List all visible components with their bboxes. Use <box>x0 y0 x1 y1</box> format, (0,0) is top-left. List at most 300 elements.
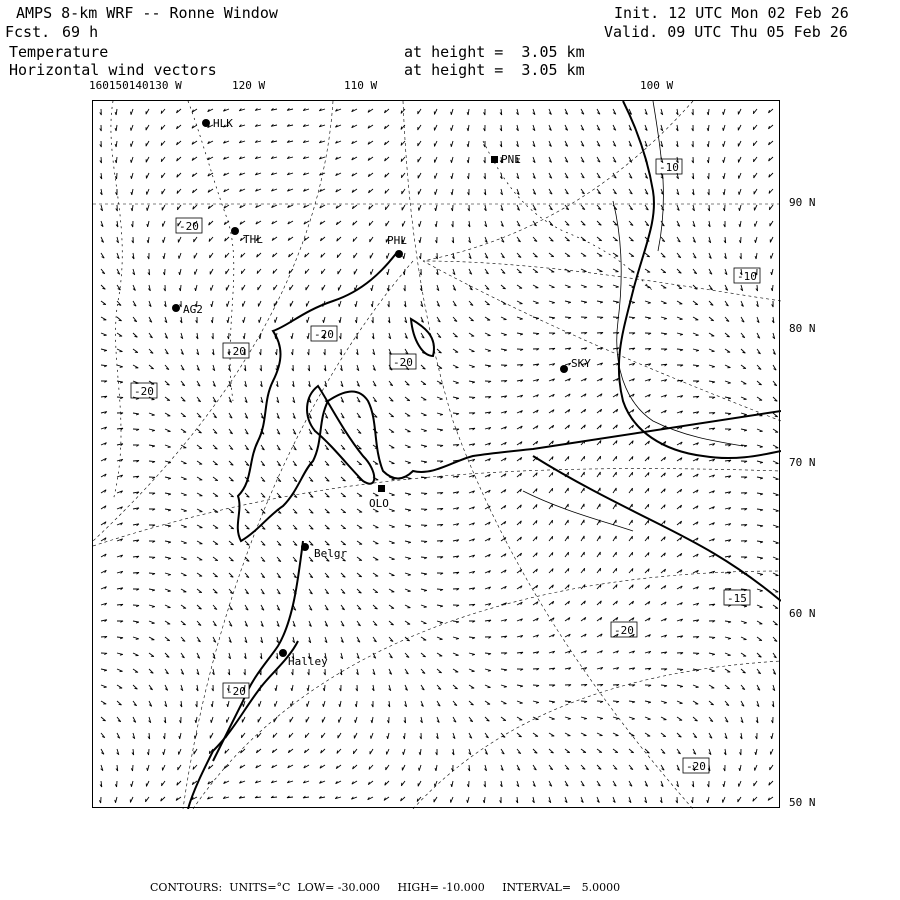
wind-arrow <box>741 669 746 673</box>
wind-arrow <box>757 525 763 527</box>
wind-arrow <box>336 157 341 159</box>
wind-arrow <box>581 189 585 194</box>
wind-arrow <box>740 733 742 739</box>
wind-arrow <box>453 653 459 656</box>
wind-arrow <box>277 461 281 466</box>
wind-arrow <box>437 429 443 431</box>
wind-arrow <box>485 701 490 704</box>
wind-arrow <box>581 333 587 335</box>
wind-arrow <box>533 618 538 621</box>
wind-arrow <box>277 605 280 610</box>
wind-arrow <box>661 333 667 335</box>
wind-arrow <box>421 701 423 706</box>
wind-arrow <box>337 749 341 753</box>
wind-arrow <box>724 221 725 227</box>
wind-arrow <box>197 381 200 386</box>
wind-arrow <box>549 797 551 803</box>
wind-arrow <box>485 349 491 351</box>
wind-arrow <box>389 445 394 448</box>
wind-arrow <box>418 109 421 114</box>
wind-arrow <box>629 568 633 573</box>
station-name: SKY <box>571 357 591 370</box>
wind-arrow <box>629 237 633 241</box>
wind-arrow <box>101 427 107 429</box>
wind-arrow <box>229 477 233 481</box>
wind-arrow <box>770 221 773 226</box>
wind-arrow <box>533 237 537 241</box>
wind-arrow <box>533 189 536 194</box>
wind-arrow <box>549 125 551 131</box>
station-marker[interactable] <box>387 234 407 258</box>
wind-arrow <box>277 445 280 450</box>
wind-arrow <box>756 285 758 291</box>
wind-arrow <box>357 557 362 560</box>
wind-arrow <box>133 301 136 306</box>
wind-arrow <box>336 765 341 769</box>
wind-arrow <box>565 618 570 621</box>
stations <box>172 117 591 668</box>
wind-arrow <box>178 749 181 755</box>
wind-arrow <box>389 685 391 691</box>
wind-arrow <box>773 573 778 576</box>
wind-arrow <box>373 541 378 544</box>
wind-arrow <box>341 413 344 418</box>
wind-arrow <box>291 669 293 675</box>
wind-arrow <box>565 348 571 350</box>
wind-arrow <box>373 669 375 675</box>
wind-arrow <box>245 493 249 497</box>
wind-arrow <box>291 685 293 691</box>
wind-arrow <box>192 141 197 144</box>
wind-arrow <box>384 125 389 129</box>
wind-arrow <box>501 669 507 671</box>
wind-arrow <box>709 491 715 493</box>
wind-arrow <box>661 749 665 753</box>
wind-arrow <box>645 285 650 288</box>
wind-arrow <box>485 365 491 367</box>
wind-arrow <box>757 701 759 707</box>
wind-arrow <box>565 394 570 397</box>
station-marker[interactable] <box>369 485 389 510</box>
station-name: AG2 <box>183 303 203 316</box>
wind-arrow <box>197 573 202 576</box>
wind-arrow <box>613 141 616 146</box>
wind-arrow <box>452 237 454 243</box>
wind-arrow <box>197 509 202 512</box>
wind-arrow <box>677 537 682 541</box>
station-dot <box>231 227 239 235</box>
wind-arrow <box>149 525 155 526</box>
wind-arrow <box>723 125 725 131</box>
wind-arrow <box>197 605 201 609</box>
ice-rise-outline <box>307 386 374 484</box>
wind-arrow <box>403 749 405 755</box>
wind-arrow <box>223 157 229 159</box>
wind-arrow <box>437 445 443 447</box>
station-name: Halley <box>288 655 328 668</box>
wind-arrow <box>645 317 651 319</box>
wind-arrow <box>533 504 537 509</box>
wind-arrow <box>227 333 229 339</box>
wind-arrow <box>661 701 667 703</box>
station-marker[interactable] <box>301 543 347 560</box>
wind-arrow <box>372 685 374 691</box>
wind-arrow <box>645 781 648 786</box>
wind-arrow <box>485 669 491 671</box>
wind-arrow <box>418 189 421 194</box>
wind-arrow <box>723 141 725 147</box>
wind-arrow <box>709 381 715 383</box>
wind-arrow <box>581 585 585 589</box>
wind-arrow <box>469 539 475 541</box>
wind-arrow <box>753 157 757 162</box>
wind-arrow <box>645 797 647 803</box>
wind-arrow <box>467 109 469 115</box>
wind-arrow <box>197 669 199 675</box>
wind-arrow <box>325 445 329 450</box>
wind-arrow <box>768 109 773 113</box>
wind-arrow <box>181 381 185 386</box>
wind-arrow <box>724 749 726 755</box>
wind-arrow <box>629 797 631 803</box>
wind-arrow <box>501 427 507 429</box>
wind-arrow <box>485 522 490 525</box>
wind-arrow <box>467 157 469 163</box>
station-marker[interactable] <box>202 117 233 130</box>
wind-arrow <box>581 317 587 319</box>
wind-arrow <box>693 637 699 639</box>
wind-arrow <box>211 317 213 323</box>
wind-arrow <box>709 717 713 722</box>
wind-arrow <box>255 157 261 159</box>
wind-arrow <box>709 555 715 557</box>
wind-arrow <box>517 505 521 509</box>
wind-arrow <box>773 477 779 480</box>
wind-arrow <box>229 541 234 545</box>
wind-arrow <box>194 269 197 275</box>
wind-arrow <box>403 253 405 259</box>
wind-arrow <box>101 765 103 771</box>
wind-arrow <box>565 685 571 687</box>
wind-arrow <box>769 205 773 210</box>
wind-arrow <box>305 253 309 257</box>
wind-arrow <box>738 157 741 162</box>
wind-arrow <box>754 205 757 210</box>
wind-arrow <box>288 205 293 208</box>
wind-arrow <box>227 301 229 307</box>
wind-arrow <box>177 157 181 161</box>
wind-arrow <box>565 409 570 413</box>
wind-arrow <box>319 141 325 143</box>
wind-arrow <box>209 765 213 769</box>
wind-arrow <box>336 781 341 784</box>
wind-arrow <box>565 504 568 509</box>
wind-arrow <box>597 205 601 210</box>
wind-arrow <box>287 173 293 175</box>
wind-arrow <box>421 493 427 495</box>
wind-arrow <box>229 461 233 465</box>
wind-arrow <box>177 141 181 145</box>
wind-arrow <box>517 685 523 687</box>
wind-arrow <box>335 109 341 111</box>
wind-arrow <box>405 509 411 511</box>
wind-arrow <box>421 589 427 591</box>
wind-arrow <box>196 701 197 707</box>
wind-arrow <box>469 269 472 274</box>
wind-arrow <box>195 285 197 291</box>
wind-arrow <box>177 109 181 113</box>
wind-arrow <box>757 589 763 591</box>
wind-arrow <box>709 349 715 352</box>
wind-arrow <box>402 221 405 226</box>
wind-arrow <box>725 492 731 494</box>
wind-arrow <box>597 701 603 703</box>
wind-arrow <box>309 637 311 643</box>
wind-arrow <box>677 380 683 382</box>
wind-arrow <box>405 397 410 401</box>
wind-arrow <box>741 717 743 723</box>
wind-arrow <box>709 413 715 415</box>
wind-arrow <box>517 701 523 703</box>
wind-arrow <box>357 653 359 659</box>
wind-arrow <box>245 397 247 403</box>
wind-arrow <box>597 157 600 162</box>
wind-arrow <box>117 269 120 274</box>
wind-arrow <box>435 237 437 243</box>
wind-arrow <box>755 733 757 739</box>
wind-arrow <box>117 413 123 415</box>
wind-arrow <box>517 253 521 257</box>
wind-arrow <box>533 379 539 381</box>
wind-arrow <box>755 253 757 259</box>
wind-arrow <box>259 701 261 707</box>
wind-arrow <box>197 445 202 449</box>
wind-arrow <box>303 189 309 191</box>
wind-arrow <box>309 525 313 529</box>
wind-arrow <box>709 604 715 606</box>
wind-arrow <box>613 348 619 350</box>
wind-arrow <box>117 381 123 383</box>
wind-arrow <box>258 717 261 722</box>
wind-arrow <box>149 541 155 542</box>
wind-arrow <box>739 765 741 771</box>
wind-arrow <box>418 125 421 130</box>
station-marker[interactable] <box>491 153 521 166</box>
wind-arrow <box>597 440 601 445</box>
wind-arrow <box>501 636 507 638</box>
wind-arrow <box>437 557 443 559</box>
wind-arrow <box>581 409 586 413</box>
wind-arrow <box>565 333 571 335</box>
wind-arrow <box>308 669 309 675</box>
wind-arrow <box>401 781 405 786</box>
station-name: OLO <box>369 497 389 510</box>
wind-arrow <box>597 504 600 509</box>
wind-arrow <box>149 669 153 673</box>
wind-arrow <box>162 781 165 786</box>
wind-arrow <box>357 605 361 609</box>
wind-arrow <box>241 269 245 274</box>
wind-arrow <box>677 333 683 335</box>
wind-arrow <box>581 221 585 225</box>
wind-arrow <box>629 425 634 429</box>
wind-arrow <box>101 570 106 573</box>
wind-arrow <box>434 125 437 130</box>
wind-arrow <box>197 637 200 642</box>
wind-arrow <box>133 317 137 322</box>
wind-arrow <box>533 253 537 257</box>
wind-arrow <box>165 381 169 385</box>
wind-arrow <box>469 491 475 493</box>
wind-arrow <box>565 717 571 719</box>
contour-label-text: -20 <box>393 356 413 369</box>
wind-arrow <box>117 604 123 606</box>
wind-arrow <box>757 605 763 608</box>
wind-arrow <box>223 141 229 143</box>
wind-arrow <box>133 573 139 575</box>
wind-arrow <box>255 108 261 110</box>
wind-arrow <box>355 317 357 323</box>
meridian-line <box>423 101 693 261</box>
wind-arrow <box>437 493 443 495</box>
wind-arrow <box>629 409 634 413</box>
wind-arrow <box>613 425 617 429</box>
wind-arrow <box>725 524 731 526</box>
wind-arrow <box>581 394 586 397</box>
station-marker[interactable] <box>172 303 203 316</box>
wind-arrow <box>517 553 522 557</box>
wind-arrow <box>645 205 648 210</box>
wind-arrow <box>227 701 229 707</box>
wind-arrow <box>581 781 584 786</box>
wind-arrow <box>165 365 169 370</box>
wind-arrow <box>389 573 394 576</box>
wind-arrow <box>193 765 197 769</box>
wind-arrow <box>661 585 666 589</box>
wind-arrow <box>533 173 535 179</box>
wind-arrow <box>273 253 277 257</box>
wind-arrow <box>517 619 523 621</box>
map-canvas <box>93 101 781 809</box>
station-marker[interactable] <box>231 227 263 246</box>
wind-arrow <box>100 109 102 115</box>
wind-arrow <box>709 269 712 274</box>
wind-arrow <box>197 557 202 560</box>
wind-arrow <box>565 189 568 194</box>
wind-arrow <box>213 413 217 418</box>
wind-arrow <box>629 125 632 130</box>
wind-arrow <box>437 349 441 353</box>
wind-arrow <box>517 781 519 787</box>
station-name: PNE <box>501 153 521 166</box>
wind-arrow <box>224 221 229 225</box>
wind-arrow <box>133 445 139 446</box>
wind-arrow <box>325 525 329 529</box>
wind-arrow <box>565 253 570 256</box>
wind-arrow <box>287 156 293 158</box>
wind-arrow <box>293 413 295 419</box>
wind-arrow <box>197 525 202 528</box>
wind-arrow <box>772 701 774 707</box>
wind-arrow <box>469 588 475 590</box>
wind-arrow <box>771 285 773 291</box>
wind-arrow <box>629 618 634 621</box>
wind-arrow <box>741 701 744 706</box>
wind-arrow <box>769 173 773 177</box>
wind-arrow <box>276 365 278 371</box>
wind-arrow <box>773 525 779 527</box>
wind-arrow <box>181 461 186 464</box>
wind-arrow <box>149 301 151 307</box>
wind-arrow <box>292 365 294 371</box>
wind-arrow <box>372 317 374 323</box>
wind-arrow <box>213 557 218 561</box>
wind-arrow <box>116 205 118 211</box>
station-marker[interactable] <box>560 357 591 373</box>
wind-arrow <box>292 381 294 387</box>
wind-arrow <box>179 285 181 291</box>
wind-arrow <box>304 749 309 753</box>
wind-arrow <box>288 237 293 241</box>
wind-arrow <box>549 765 553 770</box>
wind-arrow <box>469 365 475 367</box>
wind-arrow <box>133 669 138 672</box>
wind-arrow <box>709 333 714 336</box>
wind-arrow <box>549 472 553 477</box>
wind-arrow <box>533 395 539 397</box>
wind-arrow <box>339 301 341 307</box>
wind-arrow <box>197 365 199 370</box>
wind-arrow <box>549 317 555 319</box>
wind-arrow <box>677 765 680 770</box>
wind-arrow <box>239 125 245 127</box>
wind-arrow <box>401 797 405 801</box>
wind-arrow <box>437 508 443 510</box>
wind-arrow <box>565 157 568 162</box>
wind-arrow <box>565 237 570 241</box>
wind-arrow <box>212 669 214 675</box>
wind-arrow <box>418 781 421 786</box>
wind-arrow <box>259 349 261 355</box>
wind-arrow <box>722 797 725 803</box>
wind-arrow <box>208 109 213 112</box>
wind-arrow <box>645 601 650 605</box>
wind-arrow <box>645 125 647 131</box>
wind-arrow <box>565 552 569 557</box>
wind-arrow <box>549 253 554 257</box>
wind-arrow <box>451 781 453 787</box>
wind-arrow <box>453 508 459 510</box>
wind-arrow <box>645 685 651 687</box>
wind-arrow <box>306 285 309 290</box>
wind-arrow <box>645 189 648 194</box>
wind-arrow <box>163 269 165 275</box>
wind-arrow <box>723 781 725 787</box>
wind-arrow <box>597 332 603 334</box>
wind-arrow <box>181 541 187 543</box>
wind-arrow <box>549 552 553 557</box>
wind-arrow <box>517 586 522 589</box>
wind-arrow <box>469 475 475 477</box>
wind-arrow <box>100 781 102 787</box>
station-dot <box>560 365 568 373</box>
wind-arrow <box>613 157 616 162</box>
wind-arrow <box>405 653 409 657</box>
wind-arrow <box>725 540 731 542</box>
wind-arrow <box>757 509 763 511</box>
forecast-hours: 69 h <box>62 23 99 41</box>
wind-arrow <box>645 765 649 770</box>
